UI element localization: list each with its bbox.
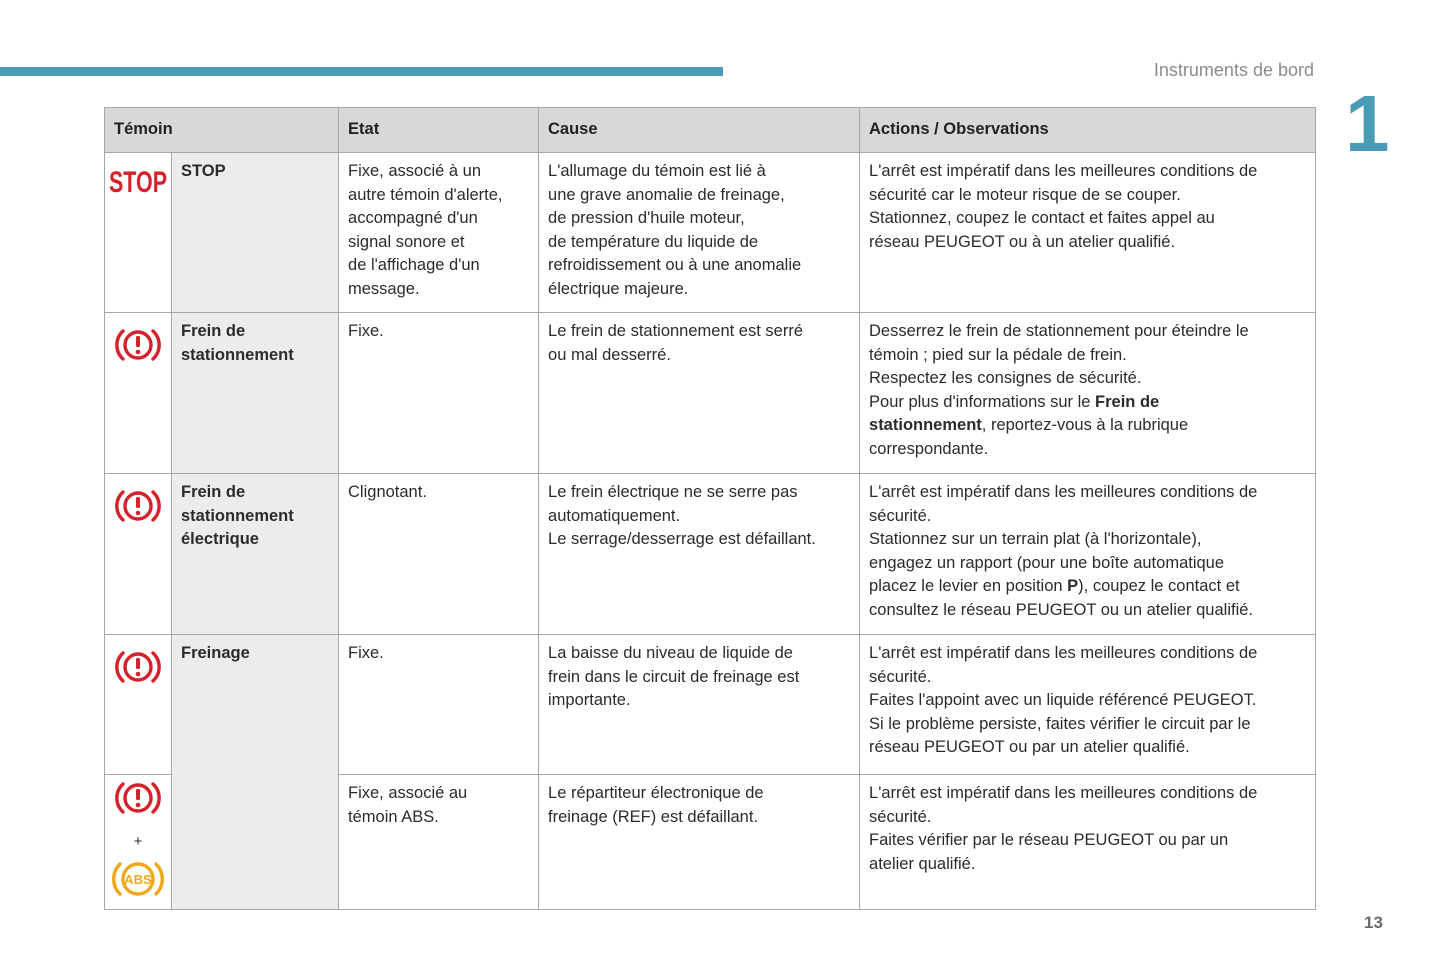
actions-cell (860, 313, 1316, 474)
actions-cell (860, 153, 1316, 313)
icon-cell (105, 474, 172, 635)
etat-line: accompagné d'un (348, 209, 478, 228)
actions-line: consultez le réseau PEUGEOT ou un atelier qualifié. (869, 600, 1254, 619)
cause-line: Le serrage/desserrage est défaillant. (548, 530, 816, 549)
cause-line: L'allumage du témoin est lié à (548, 162, 766, 180)
actions-line: correspondante. (869, 439, 989, 458)
cause-line: automatiquement. (548, 506, 681, 525)
warning-name: Freinage (172, 635, 339, 910)
etat-cell (339, 313, 539, 474)
name-line: Frein de (181, 483, 246, 501)
actions-line (869, 391, 1306, 415)
header-cause: Cause (539, 108, 860, 153)
actions-bold-text: Frein de (1095, 392, 1160, 411)
actions-line: sécurité. (869, 506, 932, 525)
cause-line: Le frein de stationnement est serré (548, 322, 803, 340)
warning-lights-table (104, 107, 1316, 910)
cause-line: frein dans le circuit de freinage est (548, 667, 800, 686)
actions-text: ), coupez le contact et (1078, 577, 1240, 596)
etat-line: signal sonore et (348, 232, 465, 251)
cause-line: importante. (548, 691, 631, 710)
table-row-stop (105, 153, 1316, 313)
actions-cell (860, 635, 1316, 775)
cause-line: électrique majeure. (548, 279, 689, 298)
cause-cell (539, 153, 860, 313)
etat-line: Fixe. (348, 322, 384, 340)
actions-line: sécurité car le moteur risque de se couper. (869, 185, 1181, 204)
header-etat: Etat (339, 108, 539, 153)
brake-warning-icon (113, 645, 163, 689)
cause-line: ou mal desserré. (548, 345, 671, 364)
brake-warning-icon (113, 778, 163, 818)
etat-cell (339, 775, 539, 910)
table-row-braking (105, 635, 1316, 775)
abs-warning-icon (109, 856, 167, 902)
icon-cell (105, 775, 172, 910)
actions-text: placez le levier en position (869, 577, 1068, 596)
actions-line: témoin ; pied sur la pédale de frein. (869, 345, 1127, 364)
actions-line: L'arrêt est impératif dans les meilleures conditions de (869, 483, 1258, 501)
brake-warning-icon (113, 323, 163, 367)
table-header-row (105, 108, 1316, 153)
etat-line: Fixe, associé au (348, 784, 468, 802)
cause-cell (539, 635, 860, 775)
actions-line: engagez un rapport (pour une boîte automatique (869, 553, 1225, 572)
actions-line (869, 414, 1306, 438)
name-line: électrique (181, 530, 259, 549)
icon-cell (105, 153, 172, 313)
actions-line: Stationnez, coupez le contact et faites appel au (869, 209, 1215, 228)
chapter-number: 1 (1345, 79, 1390, 168)
stop-icon-text: STOP (109, 166, 167, 199)
cause-line: une grave anomalie de freinage, (548, 185, 785, 204)
actions-text: Pour plus d'informations sur le (869, 392, 1096, 411)
cause-cell (539, 474, 860, 635)
table-row-parking-brake (105, 313, 1316, 474)
cause-cell (539, 313, 860, 474)
cause-line: de température du liquide de (548, 232, 759, 251)
actions-line: Si le problème persiste, faites vérifier le circuit par le (869, 714, 1251, 733)
actions-cell (860, 474, 1316, 635)
etat-line: autre témoin d'alerte, (348, 185, 503, 204)
plus-sign: + (133, 832, 143, 850)
actions-line: réseau PEUGEOT ou à un atelier qualifié. (869, 232, 1176, 251)
header-temoin: Témoin (105, 108, 339, 153)
stop-warning-icon (108, 163, 168, 199)
abs-icon-text: ABS (124, 871, 152, 887)
etat-cell (339, 153, 539, 313)
actions-line: sécurité. (869, 667, 932, 686)
header-actions: Actions / Observations (860, 108, 1316, 153)
actions-line: Faites l'appoint avec un liquide référencé PEUGEOT. (869, 691, 1257, 710)
icon-cell (105, 313, 172, 474)
cause-line: La baisse du niveau de liquide de (548, 644, 793, 662)
actions-line: réseau PEUGEOT ou par un atelier qualifié. (869, 738, 1190, 757)
cause-line: Le frein électrique ne se serre pas (548, 483, 798, 501)
cause-line: freinage (REF) est défaillant. (548, 807, 759, 826)
actions-line: L'arrêt est impératif dans les meilleures conditions de (869, 162, 1258, 180)
warning-name (172, 474, 339, 635)
actions-line: Stationnez sur un terrain plat (à l'horizontale), (869, 530, 1202, 549)
cause-line: refroidissement ou à une anomalie (548, 256, 802, 275)
cause-line: de pression d'huile moteur, (548, 209, 745, 228)
actions-line (869, 575, 1306, 599)
warning-name: STOP (172, 153, 339, 313)
page-number: 13 (1364, 913, 1383, 932)
etat-cell (339, 474, 539, 635)
cause-line: Le répartiteur électronique de (548, 784, 764, 802)
actions-line: Faites vérifier par le réseau PEUGEOT ou par un (869, 831, 1229, 850)
etat-line: Fixe, associé à un (348, 162, 481, 180)
etat-cell (339, 635, 539, 775)
etat-line: message. (348, 279, 420, 298)
warning-name (172, 313, 339, 474)
actions-line: Respectez les consignes de sécurité. (869, 369, 1142, 388)
actions-bold-text: P (1067, 577, 1079, 596)
name-line: stationnement (181, 506, 294, 525)
etat-line: Clignotant. (348, 483, 427, 501)
top-accent-bar (0, 67, 723, 76)
name-line: Frein de (181, 322, 246, 340)
name-line: stationnement (181, 345, 294, 364)
actions-line: sécurité. (869, 807, 932, 826)
actions-text: , reportez-vous à la rubrique (981, 416, 1189, 435)
actions-bold-text: stationnement (869, 416, 982, 435)
section-title: Instruments de bord (1153, 60, 1314, 80)
actions-line: L'arrêt est impératif dans les meilleures conditions de (869, 644, 1258, 662)
table-row-electric-parking-brake (105, 474, 1316, 635)
brake-warning-icon (113, 484, 163, 528)
cause-cell (539, 775, 860, 910)
actions-line: Desserrez le frein de stationnement pour éteindre le (869, 322, 1249, 340)
etat-line: Fixe. (348, 644, 384, 662)
actions-cell (860, 775, 1316, 910)
icon-cell (105, 635, 172, 775)
etat-line: de l'affichage d'un (348, 256, 480, 275)
actions-line: L'arrêt est impératif dans les meilleures conditions de (869, 784, 1258, 802)
etat-line: témoin ABS. (348, 807, 439, 826)
actions-line: atelier qualifié. (869, 854, 976, 873)
